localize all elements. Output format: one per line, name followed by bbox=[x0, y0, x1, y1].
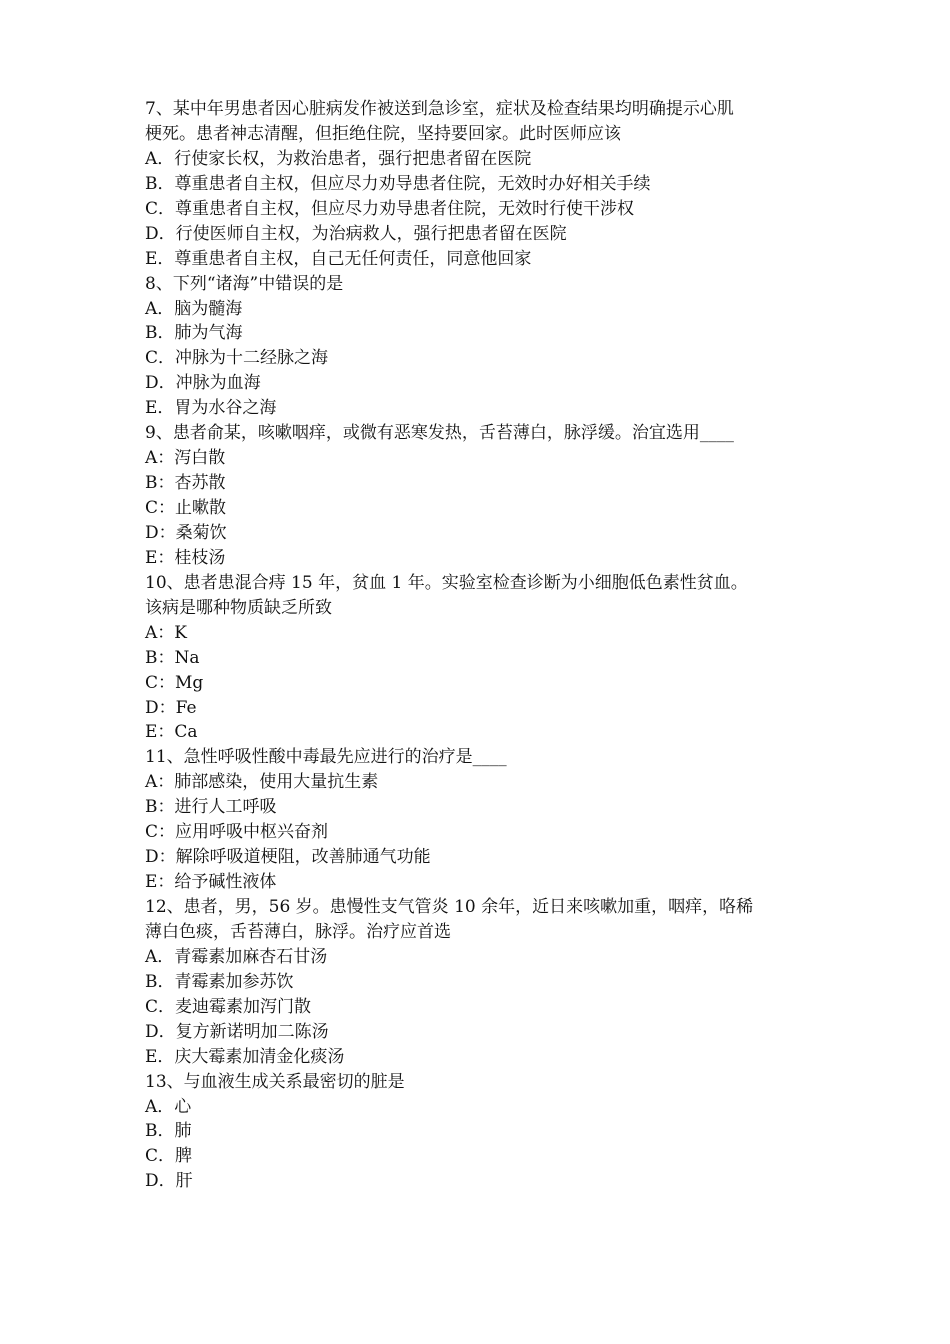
question-13-option-c: C．脾 bbox=[145, 1146, 193, 1167]
question-11-option-a: A：肺部感染，使用大量抗生素 bbox=[145, 772, 379, 793]
question-8-option-c: C．冲脉为十二经脉之海 bbox=[145, 348, 329, 369]
document-body bbox=[145, 97, 815, 1194]
question-13-option-b: B．肺 bbox=[145, 1121, 192, 1142]
question-11-stem: 11、急性呼吸性酸中毒最先应进行的治疗是____ bbox=[145, 747, 507, 768]
question-7-stem-line-2: 梗死。患者神志清醒，但拒绝住院，坚持要回家。此时医师应该 bbox=[145, 123, 621, 144]
question-12-option-b: B．青霉素加参苏饮 bbox=[145, 971, 294, 992]
question-11-option-b: B：进行人工呼吸 bbox=[145, 797, 277, 818]
question-7-stem-line-1: 7、某中年男患者因心脏病发作被送到急诊室，症状及检查结果均明确提示心肌 bbox=[145, 99, 734, 119]
question-13-option-a: A．心 bbox=[145, 1096, 192, 1117]
question-10-option-b: B：Na bbox=[145, 647, 200, 668]
question-7-option-b: B．尊重患者自主权，但应尽力劝导患者住院，无效时办好相关手续 bbox=[145, 173, 651, 194]
question-8-option-a: A．脑为髓海 bbox=[145, 298, 243, 319]
question-8-option-e: E．胃为水谷之海 bbox=[145, 398, 277, 419]
question-10-stem-line-2: 该病是哪种物质缺乏所致 bbox=[145, 597, 332, 618]
question-11-option-d: D：解除呼吸道梗阻，改善肺通气功能 bbox=[145, 847, 431, 868]
question-8-option-d: D．冲脉为血海 bbox=[145, 373, 261, 394]
question-13-stem: 13、与血液生成关系最密切的脏是 bbox=[145, 1071, 405, 1092]
question-7-option-c: C．尊重患者自主权，但应尽力劝导患者住院，无效时行使干涉权 bbox=[145, 198, 635, 219]
question-12-option-c: C．麦迪霉素加泻门散 bbox=[145, 996, 312, 1017]
question-11-option-c: C：应用呼吸中枢兴奋剂 bbox=[145, 822, 329, 843]
question-13-option-d: D．肝 bbox=[145, 1171, 193, 1192]
question-7-option-e: E．尊重患者自主权，自己无任何责任，同意他回家 bbox=[145, 248, 532, 269]
question-9-option-a: A：泻白散 bbox=[145, 448, 226, 469]
question-9-option-c: C：止嗽散 bbox=[145, 498, 227, 518]
question-9-option-e: E：桂枝汤 bbox=[145, 547, 226, 568]
question-12-option-a: A．青霉素加麻杏石甘汤 bbox=[145, 946, 328, 967]
question-10-stem-line-1: 10、患者患混合痔 15 年，贫血 1 年。实验室检查诊断为小细胞低色素性贫血。 bbox=[145, 572, 748, 593]
question-10-option-a: A：K bbox=[145, 622, 187, 643]
question-12-stem-line-1: 12、患者，男，56 岁。患慢性支气管炎 10 余年，近日来咳嗽加重，咽痒，咯稀 bbox=[145, 897, 754, 917]
question-10-option-e: E：Ca bbox=[145, 722, 198, 743]
question-8-option-b: B．肺为气海 bbox=[145, 323, 243, 344]
question-9-stem: 9、患者俞某，咳嗽咽痒，或微有恶寒发热，舌苔薄白，脉浮缓。治宜选用____ bbox=[145, 423, 734, 444]
question-9-option-d: D：桑菊饮 bbox=[145, 522, 227, 543]
question-12-option-d: D．复方新诺明加二陈汤 bbox=[145, 1021, 329, 1042]
question-12-option-e: E．庆大霉素加清金化痰汤 bbox=[145, 1046, 345, 1067]
question-11-option-e: E：给予碱性液体 bbox=[145, 872, 277, 893]
question-9-option-b: B：杏苏散 bbox=[145, 473, 226, 494]
question-7-option-d: D．行使医师自主权，为治病救人，强行把患者留在医院 bbox=[145, 223, 567, 244]
question-7-option-a: A．行使家长权，为救治患者，强行把患者留在医院 bbox=[145, 148, 532, 169]
question-8-stem: 8、下列“诸海”中错误的是 bbox=[145, 273, 344, 294]
question-10-option-d: D：Fe bbox=[145, 697, 197, 718]
question-12-stem-line-2: 薄白色痰，舌苔薄白，脉浮。治疗应首选 bbox=[145, 921, 451, 942]
question-10-option-c: C：Mg bbox=[145, 672, 204, 693]
